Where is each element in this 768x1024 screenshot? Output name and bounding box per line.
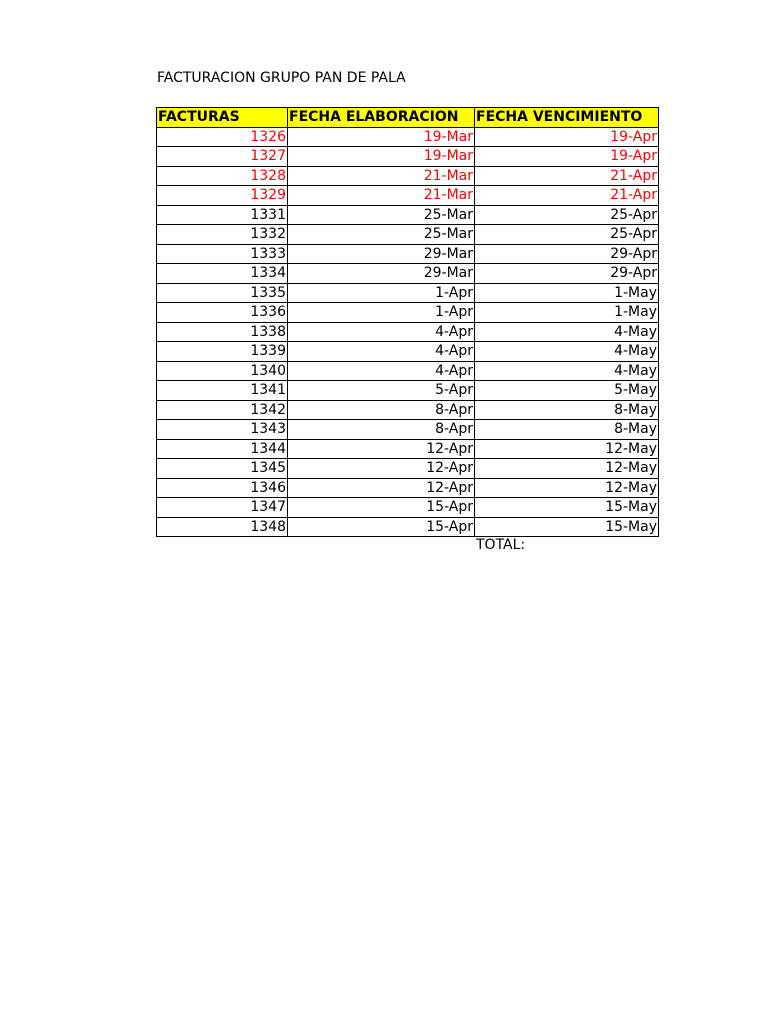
header-row bbox=[157, 108, 659, 128]
cell-fecha-elaboracion[interactable]: 12-Apr bbox=[288, 439, 475, 459]
cell-factura[interactable]: 1334 bbox=[157, 264, 288, 284]
cell-factura[interactable]: 1341 bbox=[157, 381, 288, 401]
cell-fecha-elaboracion[interactable]: 1-Apr bbox=[288, 283, 475, 303]
cell-fecha-vencimiento[interactable]: 12-May bbox=[475, 439, 659, 459]
cell-fecha-vencimiento[interactable]: 1-May bbox=[475, 303, 659, 323]
table-row bbox=[157, 498, 659, 518]
cell-factura[interactable]: 1345 bbox=[157, 459, 288, 479]
table-row bbox=[157, 283, 659, 303]
cell-fecha-elaboracion[interactable]: 8-Apr bbox=[288, 420, 475, 440]
cell-fecha-elaboracion[interactable]: 21-Mar bbox=[288, 186, 475, 206]
cell-factura[interactable]: 1340 bbox=[157, 361, 288, 381]
cell-factura[interactable]: 1335 bbox=[157, 283, 288, 303]
table-body bbox=[157, 127, 659, 537]
cell-fecha-vencimiento[interactable]: 8-May bbox=[475, 400, 659, 420]
table-row bbox=[157, 205, 659, 225]
table-row bbox=[157, 381, 659, 401]
cell-fecha-elaboracion[interactable]: 4-Apr bbox=[288, 361, 475, 381]
cell-fecha-vencimiento[interactable]: 15-May bbox=[475, 517, 659, 537]
cell-fecha-vencimiento[interactable]: 5-May bbox=[475, 381, 659, 401]
column-header-facturas[interactable]: FACTURAS bbox=[157, 108, 288, 128]
cell-fecha-elaboracion[interactable]: 12-Apr bbox=[288, 459, 475, 479]
table-row bbox=[157, 517, 659, 537]
table-row bbox=[157, 127, 659, 147]
cell-fecha-vencimiento[interactable]: 8-May bbox=[475, 420, 659, 440]
cell-fecha-vencimiento[interactable]: 12-May bbox=[475, 459, 659, 479]
cell-fecha-elaboracion[interactable]: 29-Mar bbox=[288, 244, 475, 264]
cell-fecha-elaboracion[interactable]: 29-Mar bbox=[288, 264, 475, 284]
cell-fecha-vencimiento[interactable]: 25-Apr bbox=[475, 205, 659, 225]
cell-fecha-vencimiento[interactable]: 1-May bbox=[475, 283, 659, 303]
cell-fecha-vencimiento[interactable]: 12-May bbox=[475, 478, 659, 498]
cell-fecha-elaboracion[interactable]: 12-Apr bbox=[288, 478, 475, 498]
cell-fecha-vencimiento[interactable]: 29-Apr bbox=[475, 244, 659, 264]
cell-fecha-elaboracion[interactable]: 19-Mar bbox=[288, 127, 475, 147]
table-row bbox=[157, 303, 659, 323]
table-row bbox=[157, 459, 659, 479]
cell-factura[interactable]: 1347 bbox=[157, 498, 288, 518]
cell-fecha-vencimiento[interactable]: 21-Apr bbox=[475, 166, 659, 186]
cell-factura[interactable]: 1329 bbox=[157, 186, 288, 206]
table-row bbox=[157, 478, 659, 498]
cell-fecha-elaboracion[interactable]: 19-Mar bbox=[288, 147, 475, 167]
table-row bbox=[157, 186, 659, 206]
cell-factura[interactable]: 1343 bbox=[157, 420, 288, 440]
cell-fecha-vencimiento[interactable]: 4-May bbox=[475, 361, 659, 381]
cell-factura[interactable]: 1333 bbox=[157, 244, 288, 264]
cell-fecha-vencimiento[interactable]: 19-Apr bbox=[475, 127, 659, 147]
column-header-fecha-elaboracion[interactable]: FECHA ELABORACION bbox=[288, 108, 475, 128]
cell-fecha-elaboracion[interactable]: 25-Mar bbox=[288, 205, 475, 225]
cell-fecha-elaboracion[interactable]: 8-Apr bbox=[288, 400, 475, 420]
cell-fecha-elaboracion[interactable]: 4-Apr bbox=[288, 342, 475, 362]
table-row bbox=[157, 166, 659, 186]
cell-factura[interactable]: 1328 bbox=[157, 166, 288, 186]
table-row bbox=[157, 400, 659, 420]
cell-factura[interactable]: 1344 bbox=[157, 439, 288, 459]
cell-fecha-vencimiento[interactable]: 25-Apr bbox=[475, 225, 659, 245]
cell-factura[interactable]: 1331 bbox=[157, 205, 288, 225]
table-row bbox=[157, 342, 659, 362]
cell-factura[interactable]: 1326 bbox=[157, 127, 288, 147]
cell-factura[interactable]: 1339 bbox=[157, 342, 288, 362]
table-row bbox=[157, 361, 659, 381]
cell-factura[interactable]: 1346 bbox=[157, 478, 288, 498]
cell-factura[interactable]: 1332 bbox=[157, 225, 288, 245]
cell-factura[interactable]: 1327 bbox=[157, 147, 288, 167]
cell-fecha-vencimiento[interactable]: 15-May bbox=[475, 498, 659, 518]
table-row bbox=[157, 439, 659, 459]
cell-factura[interactable]: 1342 bbox=[157, 400, 288, 420]
table-row bbox=[157, 322, 659, 342]
table-row bbox=[157, 244, 659, 264]
table-row bbox=[157, 264, 659, 284]
cell-fecha-vencimiento[interactable]: 4-May bbox=[475, 342, 659, 362]
total-label: TOTAL: bbox=[476, 537, 526, 553]
cell-fecha-elaboracion[interactable]: 1-Apr bbox=[288, 303, 475, 323]
cell-fecha-vencimiento[interactable]: 21-Apr bbox=[475, 186, 659, 206]
cell-fecha-vencimiento[interactable]: 29-Apr bbox=[475, 264, 659, 284]
cell-fecha-elaboracion[interactable]: 4-Apr bbox=[288, 322, 475, 342]
cell-fecha-vencimiento[interactable]: 19-Apr bbox=[475, 147, 659, 167]
cell-fecha-elaboracion[interactable]: 15-Apr bbox=[288, 498, 475, 518]
table-row bbox=[157, 420, 659, 440]
column-header-fecha-vencimiento[interactable]: FECHA VENCIMIENTO bbox=[475, 108, 659, 128]
cell-factura[interactable]: 1338 bbox=[157, 322, 288, 342]
cell-factura[interactable]: 1336 bbox=[157, 303, 288, 323]
table-row bbox=[157, 147, 659, 167]
cell-fecha-vencimiento[interactable]: 4-May bbox=[475, 322, 659, 342]
cell-fecha-elaboracion[interactable]: 15-Apr bbox=[288, 517, 475, 537]
table-row bbox=[157, 225, 659, 245]
cell-fecha-elaboracion[interactable]: 5-Apr bbox=[288, 381, 475, 401]
page-title: FACTURACION GRUPO PAN DE PALA bbox=[157, 70, 406, 86]
invoice-table bbox=[156, 107, 659, 537]
cell-fecha-elaboracion[interactable]: 25-Mar bbox=[288, 225, 475, 245]
cell-factura[interactable]: 1348 bbox=[157, 517, 288, 537]
cell-fecha-elaboracion[interactable]: 21-Mar bbox=[288, 166, 475, 186]
